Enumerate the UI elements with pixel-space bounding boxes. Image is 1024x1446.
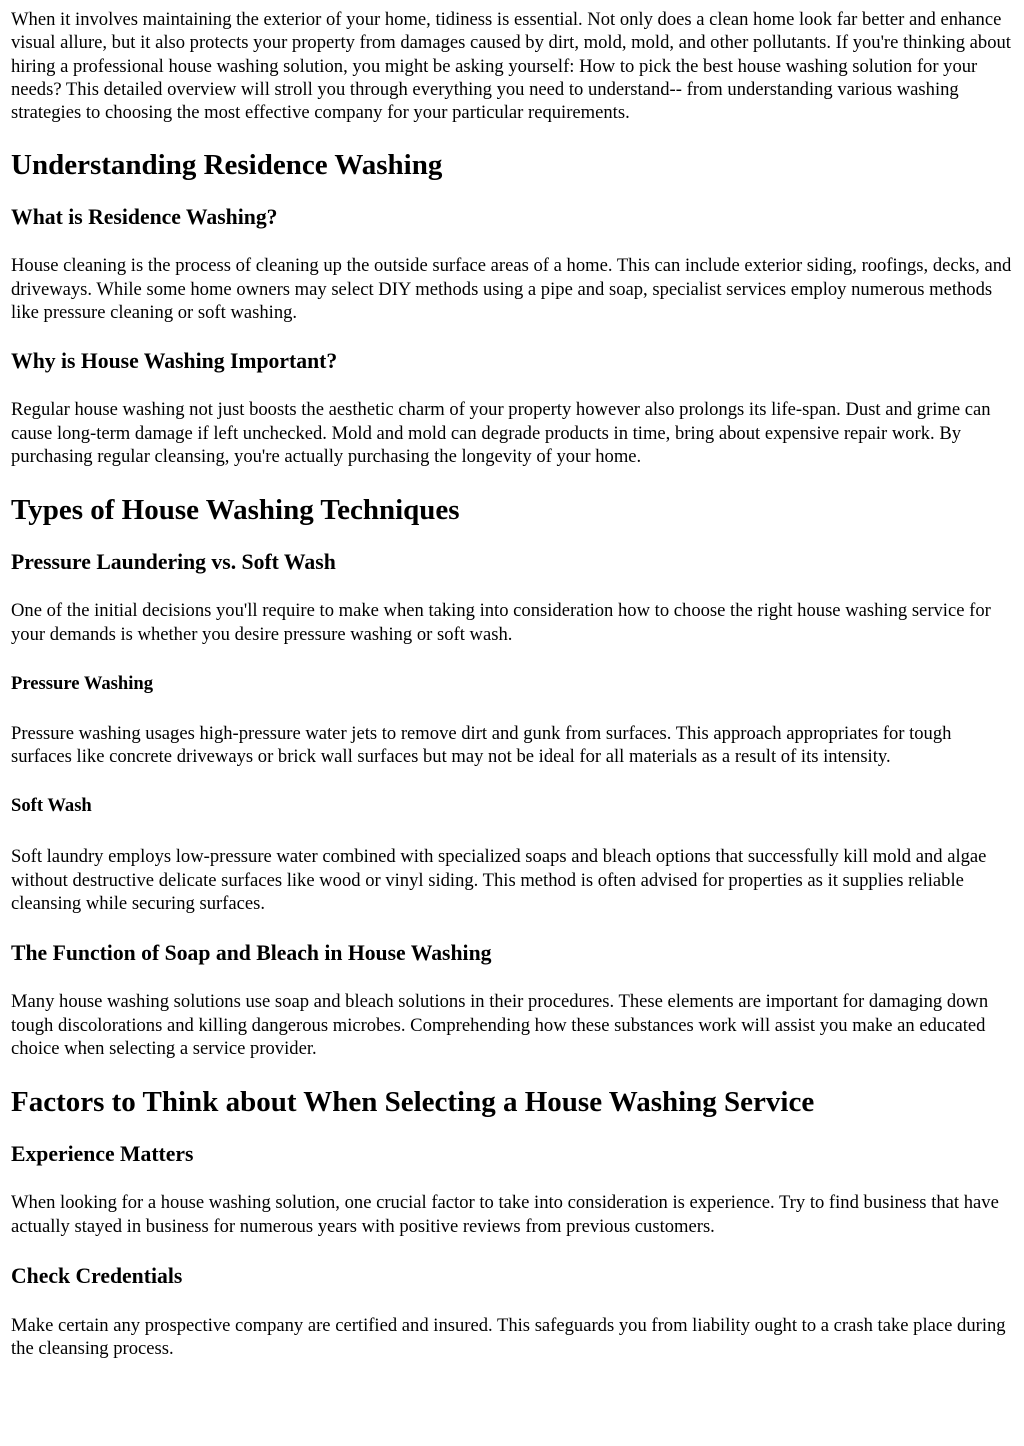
paragraph-experience: When looking for a house washing solution, one crucial factor to take into consideration is experience. Try to find business that have actually stayed in business for numerous years with positive reviews from previous customers. (11, 1192, 999, 1237)
intro-paragraph: When it involves maintaining the exterior of your home, tidiness is essential. Not only does a clean home look far better and enhance visual allure, but it also protects your property from damages caused by dirt, mold, mold, and other pollutants. If you're thinking about hiring a professional house washing solution, you might be asking yourself: How to pick the best house washing solution for your needs? This detailed overview will stroll you through everything you need to understand-- from understanding various washing strategies to choosing the most effective company for your particular requirements. (11, 9, 1011, 124)
paragraph-credentials: Make certain any prospective company are certified and insured. This safeguards you from liability ought to a crash take place during the cleansing process. (11, 1314, 1006, 1360)
subheading-experience: Experience Matters (11, 1142, 194, 1167)
minor-heading-pressure-washing: Pressure Washing (11, 672, 154, 694)
subheading-pressure-vs-soft: Pressure Laundering vs. Soft Wash (11, 550, 336, 575)
subheading-credentials: Check Credentials (11, 1263, 183, 1288)
minor-heading-soft-wash: Soft Wash (11, 795, 92, 817)
paragraph-why-important: Regular house washing not just boosts the aesthetic charm of your property however also prolongs its life-span. Dust and grime can cause long-term damage if left unchecked. Mold and mold can degrade products in time, bring about expensive repair work. By purchasing regular cleansing, you're actually purchasing the longevity of your home. (11, 399, 991, 467)
section-heading-factors: Factors to Think about When Selecting a House Washing Service (11, 1086, 815, 1119)
paragraph-pressure-washing: Pressure washing usages high-pressure water jets to remove dirt and gunk from surfaces. This approach appropriates for tough surfaces like concrete driveways or brick wall surfaces but may not be ideal for all materials as a result of its intensity. (11, 722, 952, 768)
subheading-what-is: What is Residence Washing? (11, 205, 278, 230)
paragraph-pressure-vs-soft: One of the initial decisions you'll require to make when taking into consideration how to choose the right house washing service for your demands is whether you desire pressure washing or soft wash. (11, 600, 991, 645)
section-heading-types: Types of House Washing Techniques (11, 494, 460, 527)
paragraph-what-is: House cleaning is the process of cleaning up the outside surface areas of a home. This can include exterior siding, roofings, decks, and driveways. While some home owners may select DIY methods using a pipe and soap, specialist services employ numerous methods like pressure cleaning or soft washing. (11, 255, 1012, 324)
paragraph-soap-bleach: Many house washing solutions use soap and bleach solutions in their procedures. These elements are important for damaging down tough discolorations and killing dangerous microbes. Comprehending how these substances work will assist you make an educated choice when selecting a service provider. (11, 991, 989, 1059)
paragraph-soft-wash: Soft laundry employs low-pressure water combined with specialized soaps and bleach options that successfully kill mold and algae without destructive delicate surfaces like wood or vinyl siding. This method is often advised for properties as it supplies reliable cleansing while securing surfaces. (11, 846, 987, 915)
section-heading-understanding: Understanding Residence Washing (11, 149, 443, 182)
subheading-why-important: Why is House Washing Important? (11, 349, 338, 374)
subheading-soap-bleach: The Function of Soap and Bleach in House Washing (11, 941, 492, 966)
